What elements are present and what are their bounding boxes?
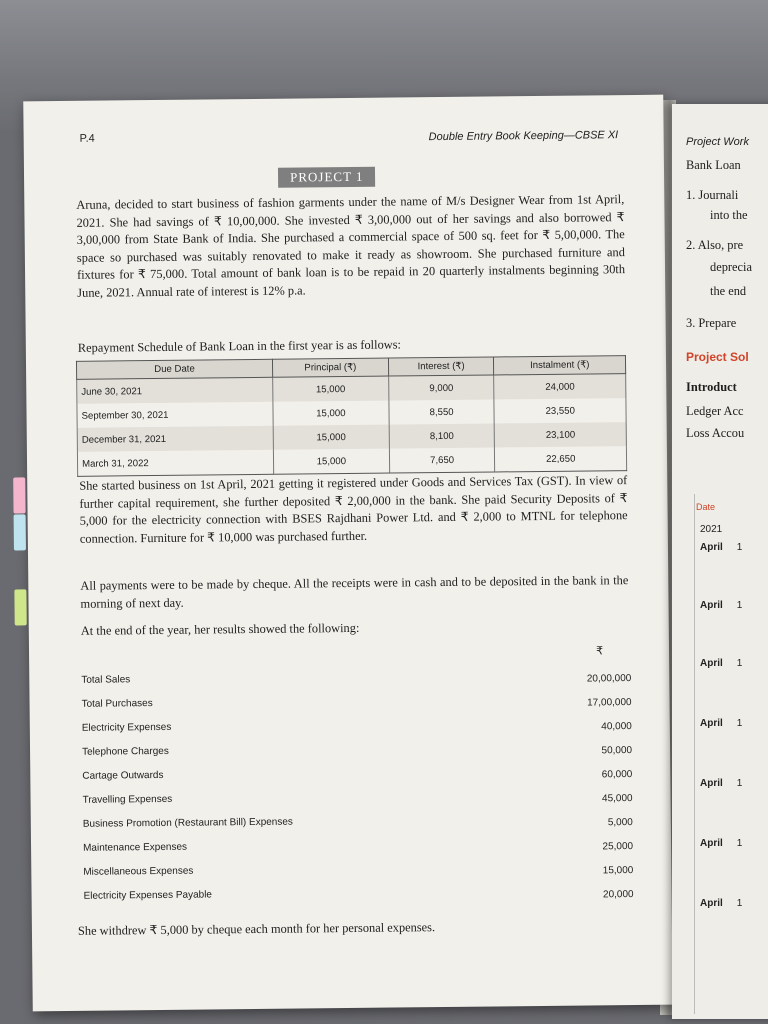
day: 1 (736, 600, 743, 611)
list-item (82, 717, 632, 741)
result-amount: 20,00,000 (586, 673, 632, 685)
left-page (23, 95, 672, 1012)
journal-date (700, 778, 742, 789)
result-label: Total Purchases (81, 698, 153, 710)
month: April (700, 718, 723, 729)
result-amount: 25,000 (602, 841, 634, 853)
journal-date (700, 600, 742, 611)
header-principal: Principal (₹) (272, 358, 388, 377)
project-label: PROJECT 1 (278, 167, 376, 188)
result-amount: 17,00,000 (587, 697, 632, 709)
closing-line: She withdrew ₹ 5,000 by cheque each month for her personal expenses. (77, 920, 436, 938)
month: April (700, 542, 723, 553)
cell-due-date: June 30, 2021 (77, 377, 273, 404)
right-item-3: 3. Prepare (686, 316, 737, 330)
day: 1 (736, 838, 743, 849)
right-item-1: 1. Journali (686, 188, 739, 202)
month: April (700, 898, 723, 909)
cell-principal: 15,000 (273, 401, 389, 426)
result-amount: 45,000 (601, 793, 633, 805)
cell-due-date: September 30, 2021 (77, 402, 273, 428)
cell-interest: 8,100 (389, 423, 495, 448)
year-label: 2021 (700, 524, 723, 535)
list-item (83, 861, 633, 885)
list-item (83, 813, 633, 837)
month: April (700, 600, 723, 611)
journal-date (700, 838, 742, 849)
result-label: Travelling Expenses (82, 793, 173, 806)
result-amount: 60,000 (601, 769, 633, 781)
result-label: Telephone Charges (82, 745, 169, 758)
cell-due-date: December 31, 2021 (77, 426, 273, 452)
gst-paragraph: She started business on 1st April, 2021 getting it registered under Goods and Services Tax (GST). In view of further capital requirement, she further deposited ₹ 2,00,000 in the bank. She paid Security Deposits of ₹ 5,000 for the electricity connection with BSES Rajdhani Power Ltd. and ₹ 2,000 to MTNL for telephone connection. Furniture for ₹ 10,000 was purchased further. (79, 473, 628, 546)
running-head: Double Entry Book Keeping—CBSE XI (428, 129, 619, 144)
journal-date (700, 542, 742, 553)
result-label: Total Sales (81, 674, 131, 686)
project-solution-heading: Project Sol (686, 350, 749, 364)
journal-date (700, 658, 742, 669)
repayment-schedule-table (76, 355, 627, 477)
header-due-date: Due Date (76, 359, 272, 379)
day: 1 (736, 898, 743, 909)
list-item (81, 669, 631, 693)
result-amount: 20,000 (602, 889, 634, 901)
day: 1 (736, 718, 743, 729)
list-item (83, 837, 633, 861)
cell-instalment: 23,550 (494, 398, 626, 423)
right-item-1-cont: into the (710, 208, 748, 222)
loss-line: Loss Accou (686, 426, 745, 440)
right-item-2-cont2: the end (710, 284, 747, 298)
result-label: Electricity Expenses (81, 721, 172, 734)
cell-principal: 15,000 (273, 376, 389, 402)
sticky-tab-pink (13, 477, 25, 513)
right-item-2: 2. Also, pre (686, 238, 744, 252)
sticky-tab-blue (14, 514, 26, 550)
result-label: Cartage Outwards (82, 769, 164, 782)
page-number: P.4 (79, 132, 95, 145)
month: April (700, 838, 723, 849)
right-item-2-cont: deprecia (710, 260, 752, 274)
cell-instalment: 24,000 (494, 374, 626, 400)
month: April (700, 778, 723, 789)
cell-interest: 9,000 (388, 375, 494, 401)
cell-principal: 15,000 (273, 425, 389, 450)
intro-paragraph: Aruna, decided to start business of fashion garments under the name of M/s Designer Wear from 1st April, 2021. She had savings of ₹ 10,00,000. She invested ₹ 3,00,000 out of her savings and also borrowed ₹ 3,00,000 from State Bank of India. She purchased a commercial space of 500 sq. feet for ₹ 5,00,000. The space so purchased was suitably renovated to make it ready as showroom. She purchased furniture and fixtures for ₹ 75,000. Total amount of bank loan is to be repaid in 20 quarterly instalments beginning 30th June, 2021. Annual rate of interest is 12% p.a. (76, 192, 626, 300)
right-line-bank-loan: Bank Loan (686, 158, 741, 172)
month: April (700, 658, 723, 669)
header-interest: Interest (₹) (388, 357, 494, 376)
result-label: Miscellaneous Expenses (83, 865, 194, 878)
introduction-heading: Introduct (686, 380, 737, 394)
result-amount: 5,000 (607, 817, 633, 829)
list-item (84, 885, 634, 909)
list-item (83, 789, 633, 813)
result-amount: 40,000 (601, 721, 632, 733)
table-row (77, 446, 626, 476)
header-instalment: Instalment (₹) (494, 356, 626, 375)
cell-instalment: 22,650 (495, 446, 627, 472)
day: 1 (736, 658, 743, 669)
journal-date (700, 718, 742, 729)
day: 1 (736, 542, 743, 553)
cell-interest: 8,550 (389, 399, 495, 424)
journal-date-column (694, 494, 768, 1014)
right-page (672, 104, 768, 1019)
result-amount: 15,000 (602, 865, 634, 877)
cell-due-date: March 31, 2022 (77, 450, 273, 477)
cell-principal: 15,000 (273, 449, 389, 475)
cell-instalment: 23,100 (495, 422, 627, 447)
cheque-paragraph: All payments were to be made by cheque. All the receipts were in cash and to be deposited in the bank in the morning of next day. (80, 573, 629, 611)
results-currency-header: ₹ (595, 645, 604, 658)
date-header: Date (696, 502, 716, 512)
result-label: Electricity Expenses Payable (83, 889, 213, 902)
result-amount: 50,000 (601, 745, 633, 757)
result-label: Maintenance Expenses (83, 841, 188, 854)
journal-date (700, 898, 742, 909)
sticky-tab-green (14, 589, 26, 625)
result-label: Business Promotion (Restaurant Bill) Expenses (82, 816, 293, 830)
schedule-title: Repayment Schedule of Bank Loan in the first year is as follows: (77, 337, 402, 355)
list-item (82, 693, 632, 717)
cell-interest: 7,650 (389, 447, 495, 473)
results-intro: At the end of the year, her results showed the following: (80, 620, 360, 638)
ledger-line: Ledger Acc (686, 404, 744, 418)
day: 1 (736, 778, 743, 789)
list-item (82, 741, 632, 765)
list-item (82, 765, 632, 789)
right-running-head: Project Work (686, 136, 749, 148)
